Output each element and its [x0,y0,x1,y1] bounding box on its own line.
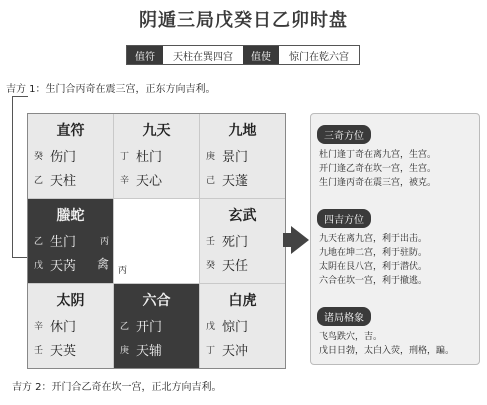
extra-stem-label: 丙 [99,237,109,247]
star-label: 天芮 [50,259,77,274]
analysis-panel [310,113,480,365]
center-stem-label: 丙 [118,266,128,276]
palace-dui [200,199,285,283]
stem-label: 庚 [120,346,130,356]
stem-label: 壬 [206,237,216,247]
palace-qian [200,284,285,368]
stem-label: 壬 [34,346,44,356]
door-label: 生门 [50,235,77,250]
sanqi-line: 开门逢乙奇在坎一宫，生宫。 [319,164,437,174]
palace-god: 九天 [142,123,171,139]
star-label: 天辅 [136,344,163,359]
geju-section [317,306,454,358]
siji-header: 四吉方位 [317,209,371,228]
palace-kan [114,284,199,368]
stem-label: 己 [206,176,216,186]
jifang-1-text: 吉方 1：生门合丙奇在震三宫，正东方向吉利。 [6,84,216,95]
stem-label: 庚 [206,152,216,162]
palace-center [114,199,199,283]
palace-god: 六合 [142,293,171,309]
stem-label: 癸 [34,152,44,162]
geju-line: 飞鸟跌穴，吉。 [319,332,383,342]
door-label: 伤门 [50,150,77,165]
stem-label: 丁 [120,152,130,162]
siji-section [317,208,427,288]
siji-line: 太阴在艮八宫，利于潜伏。 [319,262,428,272]
stem-label: 戊 [206,322,216,332]
stem-label: 乙 [34,237,44,247]
star-label: 天任 [222,259,249,274]
sanqi-line: 生门逢丙奇在震三宫，被克。 [319,178,437,188]
door-label: 杜门 [136,150,163,165]
star-label: 天柱 [50,174,77,189]
zhishi-label: 值使 [243,46,279,64]
door-label: 景门 [222,150,249,165]
palace-xun [28,114,113,198]
zhifu-label: 值符 [127,46,163,64]
star-label: 天英 [50,344,77,359]
geju-header: 诸局格象 [317,307,371,326]
palace-zhen [28,199,113,283]
palace-god: 直符 [56,123,85,139]
sanqi-line: 杜门逢丁奇在离九宫，生宫。 [319,150,437,160]
stem-label: 癸 [206,261,216,271]
stem-label: 辛 [34,322,44,332]
geju-line: 戊日日勃，太白入荧，刑格，蹁。 [319,346,455,356]
stem-label: 辛 [120,176,130,186]
page-title: 阴遁三局戊癸日乙卯时盘 [139,10,348,31]
stem-label: 乙 [34,176,44,186]
star-label: 天蓬 [222,174,249,189]
palace-god: 太阴 [56,293,85,309]
siji-line: 九天在离九宫，利于出击。 [319,234,428,244]
stem-label: 乙 [120,322,130,332]
palace-god: 玄武 [228,208,257,224]
sanqi-header: 三奇方位 [317,125,371,144]
palace-god: 白虎 [228,293,257,309]
star-label: 天冲 [222,344,249,359]
door-label: 开门 [136,320,163,335]
palace-god: 螣蛇 [56,208,85,224]
sanqi-section [317,124,436,190]
siji-line: 六合在坎一宫，利于撤逃。 [319,276,428,286]
nine-palace-grid [27,113,286,369]
qin-label: 禽 [96,257,109,271]
door-label: 惊门 [222,320,249,335]
zhishi-value: 惊门在乾六宫 [279,46,359,64]
stem-label: 丁 [206,346,216,356]
zhifu-value: 天柱在巽四宫 [163,46,243,64]
stem-label: 戊 [34,261,44,271]
door-label: 休门 [50,320,77,335]
door-label: 死门 [222,235,249,250]
siji-line: 九地在坤二宫，利于驻防。 [319,248,428,258]
bracket-line [12,96,28,258]
arrow-right-icon [291,226,309,254]
palace-god: 九地 [228,123,257,139]
palace-kun [200,114,285,198]
info-bar [126,45,360,65]
jifang-2-text: 吉方 2：开门合乙奇在坎一宫，正北方向吉利。 [12,382,222,393]
star-label: 天心 [136,174,163,189]
palace-gen [28,284,113,368]
palace-li [114,114,199,198]
